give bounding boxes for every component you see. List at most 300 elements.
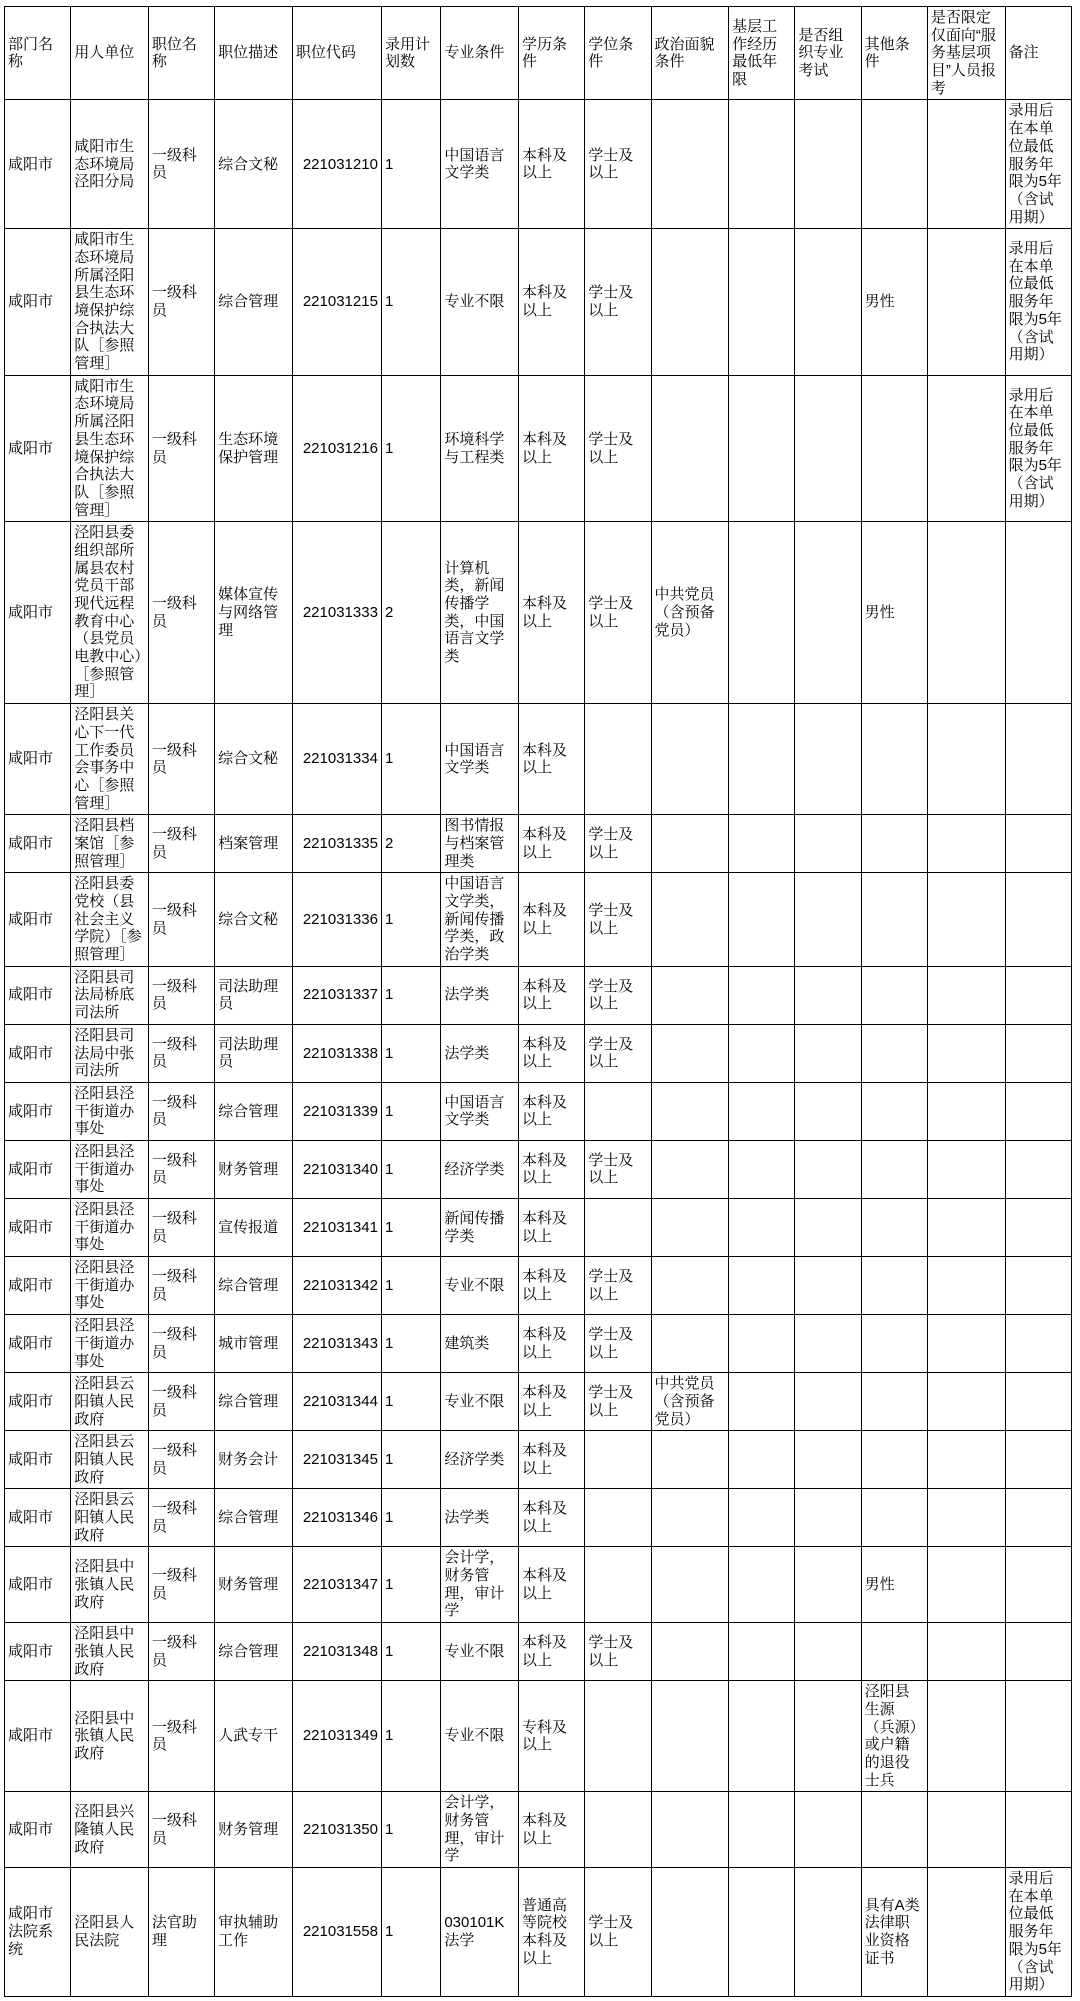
cell-position: 一级科员 — [148, 815, 214, 873]
cell-code: 221031340 — [292, 1140, 381, 1198]
cell-exam — [795, 375, 861, 522]
cell-other — [861, 873, 927, 966]
column-header-degree: 学位条件 — [585, 7, 651, 100]
cell-major: 专业不限 — [441, 229, 519, 376]
table-row — [5, 1792, 1072, 1868]
cell-grassroots — [729, 1257, 795, 1315]
cell-degree — [585, 1082, 651, 1140]
cell-other — [861, 815, 927, 873]
cell-remark: 录用后在本单位最低服务年限为5年（含试用期） — [1005, 100, 1071, 229]
cell-dept: 咸阳市 — [5, 1199, 71, 1257]
cell-remark — [1005, 1024, 1071, 1082]
cell-education: 本科及以上 — [519, 375, 585, 522]
table-row — [5, 1140, 1072, 1198]
cell-politics — [651, 966, 729, 1024]
cell-dept: 咸阳市 — [5, 1792, 71, 1868]
cell-education: 本科及以上 — [519, 1082, 585, 1140]
cell-remark — [1005, 704, 1071, 815]
cell-politics — [651, 873, 729, 966]
cell-plan: 1 — [381, 1868, 440, 1997]
cell-plan: 1 — [381, 1623, 440, 1681]
cell-position: 一级科员 — [148, 1199, 214, 1257]
cell-grassroots — [729, 873, 795, 966]
cell-major: 030101K法学 — [441, 1868, 519, 1997]
cell-exam — [795, 100, 861, 229]
cell-remark — [1005, 1489, 1071, 1547]
cell-major: 环境科学与工程类 — [441, 375, 519, 522]
cell-other: 泾阳县生源（兵源）或户籍的退役士兵 — [861, 1681, 927, 1792]
cell-unit: 咸阳市生态环境局泾阳分局 — [71, 100, 149, 229]
cell-desc: 财务管理 — [215, 1547, 293, 1623]
cell-dept: 咸阳市法院系统 — [5, 1868, 71, 1997]
cell-desc: 综合文秘 — [215, 100, 293, 229]
cell-grassroots — [729, 1623, 795, 1681]
cell-major: 新闻传播学类 — [441, 1199, 519, 1257]
cell-grassroots — [729, 966, 795, 1024]
cell-desc: 财务管理 — [215, 1140, 293, 1198]
cell-dept: 咸阳市 — [5, 100, 71, 229]
table-header-row — [5, 7, 1072, 100]
cell-degree: 学士及以上 — [585, 966, 651, 1024]
cell-remark: 录用后在本单位最低服务年限为5年（含试用期） — [1005, 1868, 1071, 1997]
cell-serviceonly — [927, 1547, 1005, 1623]
cell-plan: 1 — [381, 375, 440, 522]
cell-major: 中国语言文学类 — [441, 704, 519, 815]
cell-education: 本科及以上 — [519, 229, 585, 376]
cell-code: 221031558 — [292, 1868, 381, 1997]
cell-code: 221031342 — [292, 1257, 381, 1315]
cell-grassroots — [729, 1140, 795, 1198]
cell-politics — [651, 704, 729, 815]
cell-remark: 录用后在本单位最低服务年限为5年（含试用期） — [1005, 375, 1071, 522]
table-row — [5, 1489, 1072, 1547]
cell-code: 221031350 — [292, 1792, 381, 1868]
cell-serviceonly — [927, 873, 1005, 966]
cell-degree — [585, 1199, 651, 1257]
cell-serviceonly — [927, 1681, 1005, 1792]
cell-other — [861, 1199, 927, 1257]
column-header-plan: 录用计划数 — [381, 7, 440, 100]
cell-remark — [1005, 1792, 1071, 1868]
cell-plan: 1 — [381, 1257, 440, 1315]
cell-grassroots — [729, 1489, 795, 1547]
cell-position: 一级科员 — [148, 873, 214, 966]
cell-other — [861, 966, 927, 1024]
cell-dept: 咸阳市 — [5, 1547, 71, 1623]
cell-position: 一级科员 — [148, 522, 214, 704]
cell-other — [861, 1373, 927, 1431]
cell-code: 221031349 — [292, 1681, 381, 1792]
cell-politics — [651, 1082, 729, 1140]
cell-grassroots — [729, 1373, 795, 1431]
cell-politics: 中共党员（含预备党员） — [651, 522, 729, 704]
cell-grassroots — [729, 1315, 795, 1373]
cell-position: 一级科员 — [148, 375, 214, 522]
cell-code: 221031345 — [292, 1431, 381, 1489]
cell-politics — [651, 1431, 729, 1489]
cell-major: 法学类 — [441, 1489, 519, 1547]
cell-unit: 泾阳县司法局桥底司法所 — [71, 966, 149, 1024]
cell-politics — [651, 815, 729, 873]
cell-grassroots — [729, 815, 795, 873]
cell-degree: 学士及以上 — [585, 873, 651, 966]
cell-position: 一级科员 — [148, 1792, 214, 1868]
cell-code: 221031335 — [292, 815, 381, 873]
column-header-grassroots: 基层工作经历最低年限 — [729, 7, 795, 100]
cell-position: 一级科员 — [148, 704, 214, 815]
cell-education: 本科及以上 — [519, 100, 585, 229]
cell-exam — [795, 704, 861, 815]
cell-code: 221031333 — [292, 522, 381, 704]
cell-unit: 泾阳县中张镇人民政府 — [71, 1547, 149, 1623]
cell-politics — [651, 229, 729, 376]
cell-education: 本科及以上 — [519, 1373, 585, 1431]
cell-desc: 财务管理 — [215, 1792, 293, 1868]
cell-position: 一级科员 — [148, 1315, 214, 1373]
cell-position: 一级科员 — [148, 1140, 214, 1198]
cell-politics — [651, 100, 729, 229]
cell-grassroots — [729, 1792, 795, 1868]
cell-plan: 1 — [381, 1681, 440, 1792]
column-header-unit: 用人单位 — [71, 7, 149, 100]
cell-desc: 综合管理 — [215, 1373, 293, 1431]
cell-plan: 1 — [381, 1431, 440, 1489]
cell-degree: 学士及以上 — [585, 1140, 651, 1198]
cell-other: 男性 — [861, 522, 927, 704]
cell-serviceonly — [927, 1431, 1005, 1489]
cell-politics — [651, 1257, 729, 1315]
cell-unit: 泾阳县人民法院 — [71, 1868, 149, 1997]
cell-desc: 司法助理员 — [215, 966, 293, 1024]
cell-plan: 1 — [381, 1489, 440, 1547]
cell-position: 一级科员 — [148, 1431, 214, 1489]
cell-major: 中国语言文学类 — [441, 1082, 519, 1140]
cell-serviceonly — [927, 1082, 1005, 1140]
cell-serviceonly — [927, 1792, 1005, 1868]
cell-desc: 档案管理 — [215, 815, 293, 873]
cell-unit: 泾阳县云阳镇人民政府 — [71, 1373, 149, 1431]
cell-major: 专业不限 — [441, 1623, 519, 1681]
table-row — [5, 1681, 1072, 1792]
cell-remark — [1005, 873, 1071, 966]
column-header-position: 职位名称 — [148, 7, 214, 100]
cell-degree: 学士及以上 — [585, 375, 651, 522]
cell-position: 一级科员 — [148, 966, 214, 1024]
cell-degree — [585, 1681, 651, 1792]
cell-dept: 咸阳市 — [5, 873, 71, 966]
cell-code: 221031339 — [292, 1082, 381, 1140]
cell-other — [861, 1140, 927, 1198]
cell-exam — [795, 966, 861, 1024]
table-body — [5, 100, 1072, 1996]
cell-plan: 1 — [381, 229, 440, 376]
cell-desc: 宣传报道 — [215, 1199, 293, 1257]
cell-desc: 综合管理 — [215, 1623, 293, 1681]
cell-exam — [795, 1257, 861, 1315]
cell-dept: 咸阳市 — [5, 1257, 71, 1315]
cell-degree: 学士及以上 — [585, 1868, 651, 1997]
cell-desc: 人武专干 — [215, 1681, 293, 1792]
cell-other — [861, 1082, 927, 1140]
cell-plan: 1 — [381, 1140, 440, 1198]
cell-serviceonly — [927, 375, 1005, 522]
cell-position: 一级科员 — [148, 1082, 214, 1140]
cell-politics — [651, 1140, 729, 1198]
cell-code: 221031334 — [292, 704, 381, 815]
cell-exam — [795, 229, 861, 376]
cell-position: 一级科员 — [148, 1257, 214, 1315]
cell-degree — [585, 704, 651, 815]
cell-politics — [651, 1489, 729, 1547]
cell-unit: 泾阳县司法局中张司法所 — [71, 1024, 149, 1082]
cell-remark — [1005, 522, 1071, 704]
cell-desc: 综合管理 — [215, 1257, 293, 1315]
cell-unit: 泾阳县泾干街道办事处 — [71, 1257, 149, 1315]
cell-unit: 泾阳县档案馆［参照管理］ — [71, 815, 149, 873]
cell-degree — [585, 1547, 651, 1623]
cell-other: 男性 — [861, 229, 927, 376]
cell-degree: 学士及以上 — [585, 1024, 651, 1082]
cell-dept: 咸阳市 — [5, 1373, 71, 1431]
cell-code: 221031338 — [292, 1024, 381, 1082]
table-row — [5, 966, 1072, 1024]
cell-code: 221031216 — [292, 375, 381, 522]
cell-other: 男性 — [861, 1547, 927, 1623]
cell-code: 221031346 — [292, 1489, 381, 1547]
cell-desc: 财务会计 — [215, 1431, 293, 1489]
cell-remark — [1005, 1140, 1071, 1198]
cell-exam — [795, 1547, 861, 1623]
cell-desc: 综合文秘 — [215, 873, 293, 966]
cell-code: 221031347 — [292, 1547, 381, 1623]
table-row — [5, 873, 1072, 966]
cell-serviceonly — [927, 1489, 1005, 1547]
column-header-code: 职位代码 — [292, 7, 381, 100]
cell-unit: 泾阳县云阳镇人民政府 — [71, 1489, 149, 1547]
cell-code: 221031336 — [292, 873, 381, 966]
cell-education: 本科及以上 — [519, 1257, 585, 1315]
cell-education: 本科及以上 — [519, 522, 585, 704]
table-row — [5, 100, 1072, 229]
cell-major: 专业不限 — [441, 1257, 519, 1315]
cell-serviceonly — [927, 522, 1005, 704]
cell-grassroots — [729, 1199, 795, 1257]
cell-plan: 1 — [381, 1082, 440, 1140]
cell-plan: 1 — [381, 1024, 440, 1082]
cell-remark — [1005, 1082, 1071, 1140]
cell-exam — [795, 1373, 861, 1431]
cell-desc: 综合文秘 — [215, 704, 293, 815]
column-header-remark: 备注 — [1005, 7, 1071, 100]
cell-serviceonly — [927, 100, 1005, 229]
cell-education: 本科及以上 — [519, 1623, 585, 1681]
cell-code: 221031348 — [292, 1623, 381, 1681]
cell-desc: 媒体宣传与网络管理 — [215, 522, 293, 704]
table-row — [5, 1257, 1072, 1315]
table-row — [5, 1199, 1072, 1257]
cell-serviceonly — [927, 1199, 1005, 1257]
cell-degree — [585, 1431, 651, 1489]
cell-major: 计算机类，新闻传播学类，中国语言文学类 — [441, 522, 519, 704]
cell-remark — [1005, 1373, 1071, 1431]
cell-desc: 综合管理 — [215, 229, 293, 376]
cell-unit: 泾阳县委党校（县社会主义学院）［参照管理］ — [71, 873, 149, 966]
cell-degree: 学士及以上 — [585, 522, 651, 704]
cell-remark — [1005, 1547, 1071, 1623]
column-header-education: 学历条件 — [519, 7, 585, 100]
cell-dept: 咸阳市 — [5, 375, 71, 522]
cell-dept: 咸阳市 — [5, 1140, 71, 1198]
cell-education: 本科及以上 — [519, 1140, 585, 1198]
cell-serviceonly — [927, 1257, 1005, 1315]
table-row — [5, 704, 1072, 815]
cell-remark — [1005, 966, 1071, 1024]
cell-code: 221031210 — [292, 100, 381, 229]
cell-plan: 1 — [381, 873, 440, 966]
cell-education: 本科及以上 — [519, 1431, 585, 1489]
cell-other — [861, 704, 927, 815]
cell-exam — [795, 1024, 861, 1082]
cell-serviceonly — [927, 1024, 1005, 1082]
cell-grassroots — [729, 100, 795, 229]
cell-unit: 泾阳县关心下一代工作委员会事务中心［参照管理］ — [71, 704, 149, 815]
cell-serviceonly — [927, 966, 1005, 1024]
cell-major: 会计学，财务管理，审计学 — [441, 1792, 519, 1868]
column-header-major: 专业条件 — [441, 7, 519, 100]
table-row — [5, 1623, 1072, 1681]
cell-plan: 1 — [381, 1315, 440, 1373]
cell-remark — [1005, 1681, 1071, 1792]
cell-code: 221031215 — [292, 229, 381, 376]
table-row — [5, 375, 1072, 522]
table-row — [5, 1082, 1072, 1140]
cell-other — [861, 1623, 927, 1681]
cell-plan: 2 — [381, 815, 440, 873]
cell-degree — [585, 1792, 651, 1868]
table-row — [5, 1024, 1072, 1082]
cell-exam — [795, 1623, 861, 1681]
cell-serviceonly — [927, 229, 1005, 376]
cell-unit: 泾阳县中张镇人民政府 — [71, 1681, 149, 1792]
cell-degree: 学士及以上 — [585, 100, 651, 229]
cell-dept: 咸阳市 — [5, 1623, 71, 1681]
cell-unit: 咸阳市生态环境局所属泾阳县生态环境保护综合执法大队［参照管理］ — [71, 229, 149, 376]
cell-major: 专业不限 — [441, 1373, 519, 1431]
cell-major: 经济学类 — [441, 1431, 519, 1489]
column-header-dept: 部门名称 — [5, 7, 71, 100]
cell-exam — [795, 1681, 861, 1792]
cell-grassroots — [729, 1024, 795, 1082]
cell-plan: 1 — [381, 704, 440, 815]
cell-other — [861, 1315, 927, 1373]
cell-desc: 司法助理员 — [215, 1024, 293, 1082]
cell-position: 一级科员 — [148, 1547, 214, 1623]
cell-grassroots — [729, 1082, 795, 1140]
cell-exam — [795, 1489, 861, 1547]
cell-major: 会计学，财务管理，审计学 — [441, 1547, 519, 1623]
cell-dept: 咸阳市 — [5, 704, 71, 815]
table-row — [5, 1373, 1072, 1431]
cell-position: 一级科员 — [148, 100, 214, 229]
cell-dept: 咸阳市 — [5, 1681, 71, 1792]
cell-major: 中国语言文学类，新闻传播学类，政治学类 — [441, 873, 519, 966]
cell-other — [861, 1489, 927, 1547]
cell-remark — [1005, 1315, 1071, 1373]
cell-major: 法学类 — [441, 1024, 519, 1082]
cell-degree: 学士及以上 — [585, 1315, 651, 1373]
cell-education: 本科及以上 — [519, 1792, 585, 1868]
cell-dept: 咸阳市 — [5, 1489, 71, 1547]
cell-plan: 1 — [381, 1792, 440, 1868]
cell-politics — [651, 1792, 729, 1868]
cell-remark — [1005, 1199, 1071, 1257]
cell-position: 一级科员 — [148, 1373, 214, 1431]
cell-politics — [651, 1315, 729, 1373]
cell-serviceonly — [927, 1373, 1005, 1431]
cell-politics: 中共党员（含预备党员） — [651, 1373, 729, 1431]
cell-exam — [795, 1140, 861, 1198]
cell-major: 图书情报与档案管理类 — [441, 815, 519, 873]
cell-desc: 生态环境保护管理 — [215, 375, 293, 522]
cell-unit: 泾阳县云阳镇人民政府 — [71, 1431, 149, 1489]
cell-serviceonly — [927, 1315, 1005, 1373]
cell-exam — [795, 1792, 861, 1868]
column-header-serviceonly: 是否限定仅面向“服务基层项目”人员报考 — [927, 7, 1005, 100]
cell-desc: 综合管理 — [215, 1489, 293, 1547]
cell-politics — [651, 1681, 729, 1792]
cell-education: 本科及以上 — [519, 1547, 585, 1623]
cell-politics — [651, 1623, 729, 1681]
cell-exam — [795, 1082, 861, 1140]
cell-position: 法官助理 — [148, 1868, 214, 1997]
cell-serviceonly — [927, 1623, 1005, 1681]
cell-education: 本科及以上 — [519, 1315, 585, 1373]
cell-plan: 1 — [381, 1199, 440, 1257]
cell-exam — [795, 815, 861, 873]
cell-major: 建筑类 — [441, 1315, 519, 1373]
cell-plan: 1 — [381, 966, 440, 1024]
cell-remark — [1005, 1623, 1071, 1681]
cell-code: 221031337 — [292, 966, 381, 1024]
cell-degree: 学士及以上 — [585, 815, 651, 873]
table-row — [5, 815, 1072, 873]
cell-grassroots — [729, 1681, 795, 1792]
cell-grassroots — [729, 229, 795, 376]
cell-grassroots — [729, 522, 795, 704]
recruitment-table — [4, 6, 1072, 1997]
cell-unit: 泾阳县泾干街道办事处 — [71, 1140, 149, 1198]
table-row — [5, 1431, 1072, 1489]
cell-position: 一级科员 — [148, 1623, 214, 1681]
table-row — [5, 1315, 1072, 1373]
cell-position: 一级科员 — [148, 1489, 214, 1547]
cell-desc: 审执辅助工作 — [215, 1868, 293, 1997]
cell-remark — [1005, 1257, 1071, 1315]
cell-desc: 城市管理 — [215, 1315, 293, 1373]
cell-unit: 咸阳市生态环境局所属泾阳县生态环境保护综合执法大队［参照管理］ — [71, 375, 149, 522]
cell-plan: 1 — [381, 1373, 440, 1431]
cell-unit: 泾阳县泾干街道办事处 — [71, 1315, 149, 1373]
cell-major: 经济学类 — [441, 1140, 519, 1198]
cell-unit: 泾阳县泾干街道办事处 — [71, 1082, 149, 1140]
column-header-other: 其他条件 — [861, 7, 927, 100]
cell-other — [861, 1431, 927, 1489]
cell-education: 专科及以上 — [519, 1681, 585, 1792]
cell-exam — [795, 1199, 861, 1257]
cell-code: 221031344 — [292, 1373, 381, 1431]
cell-degree: 学士及以上 — [585, 229, 651, 376]
cell-politics — [651, 375, 729, 522]
